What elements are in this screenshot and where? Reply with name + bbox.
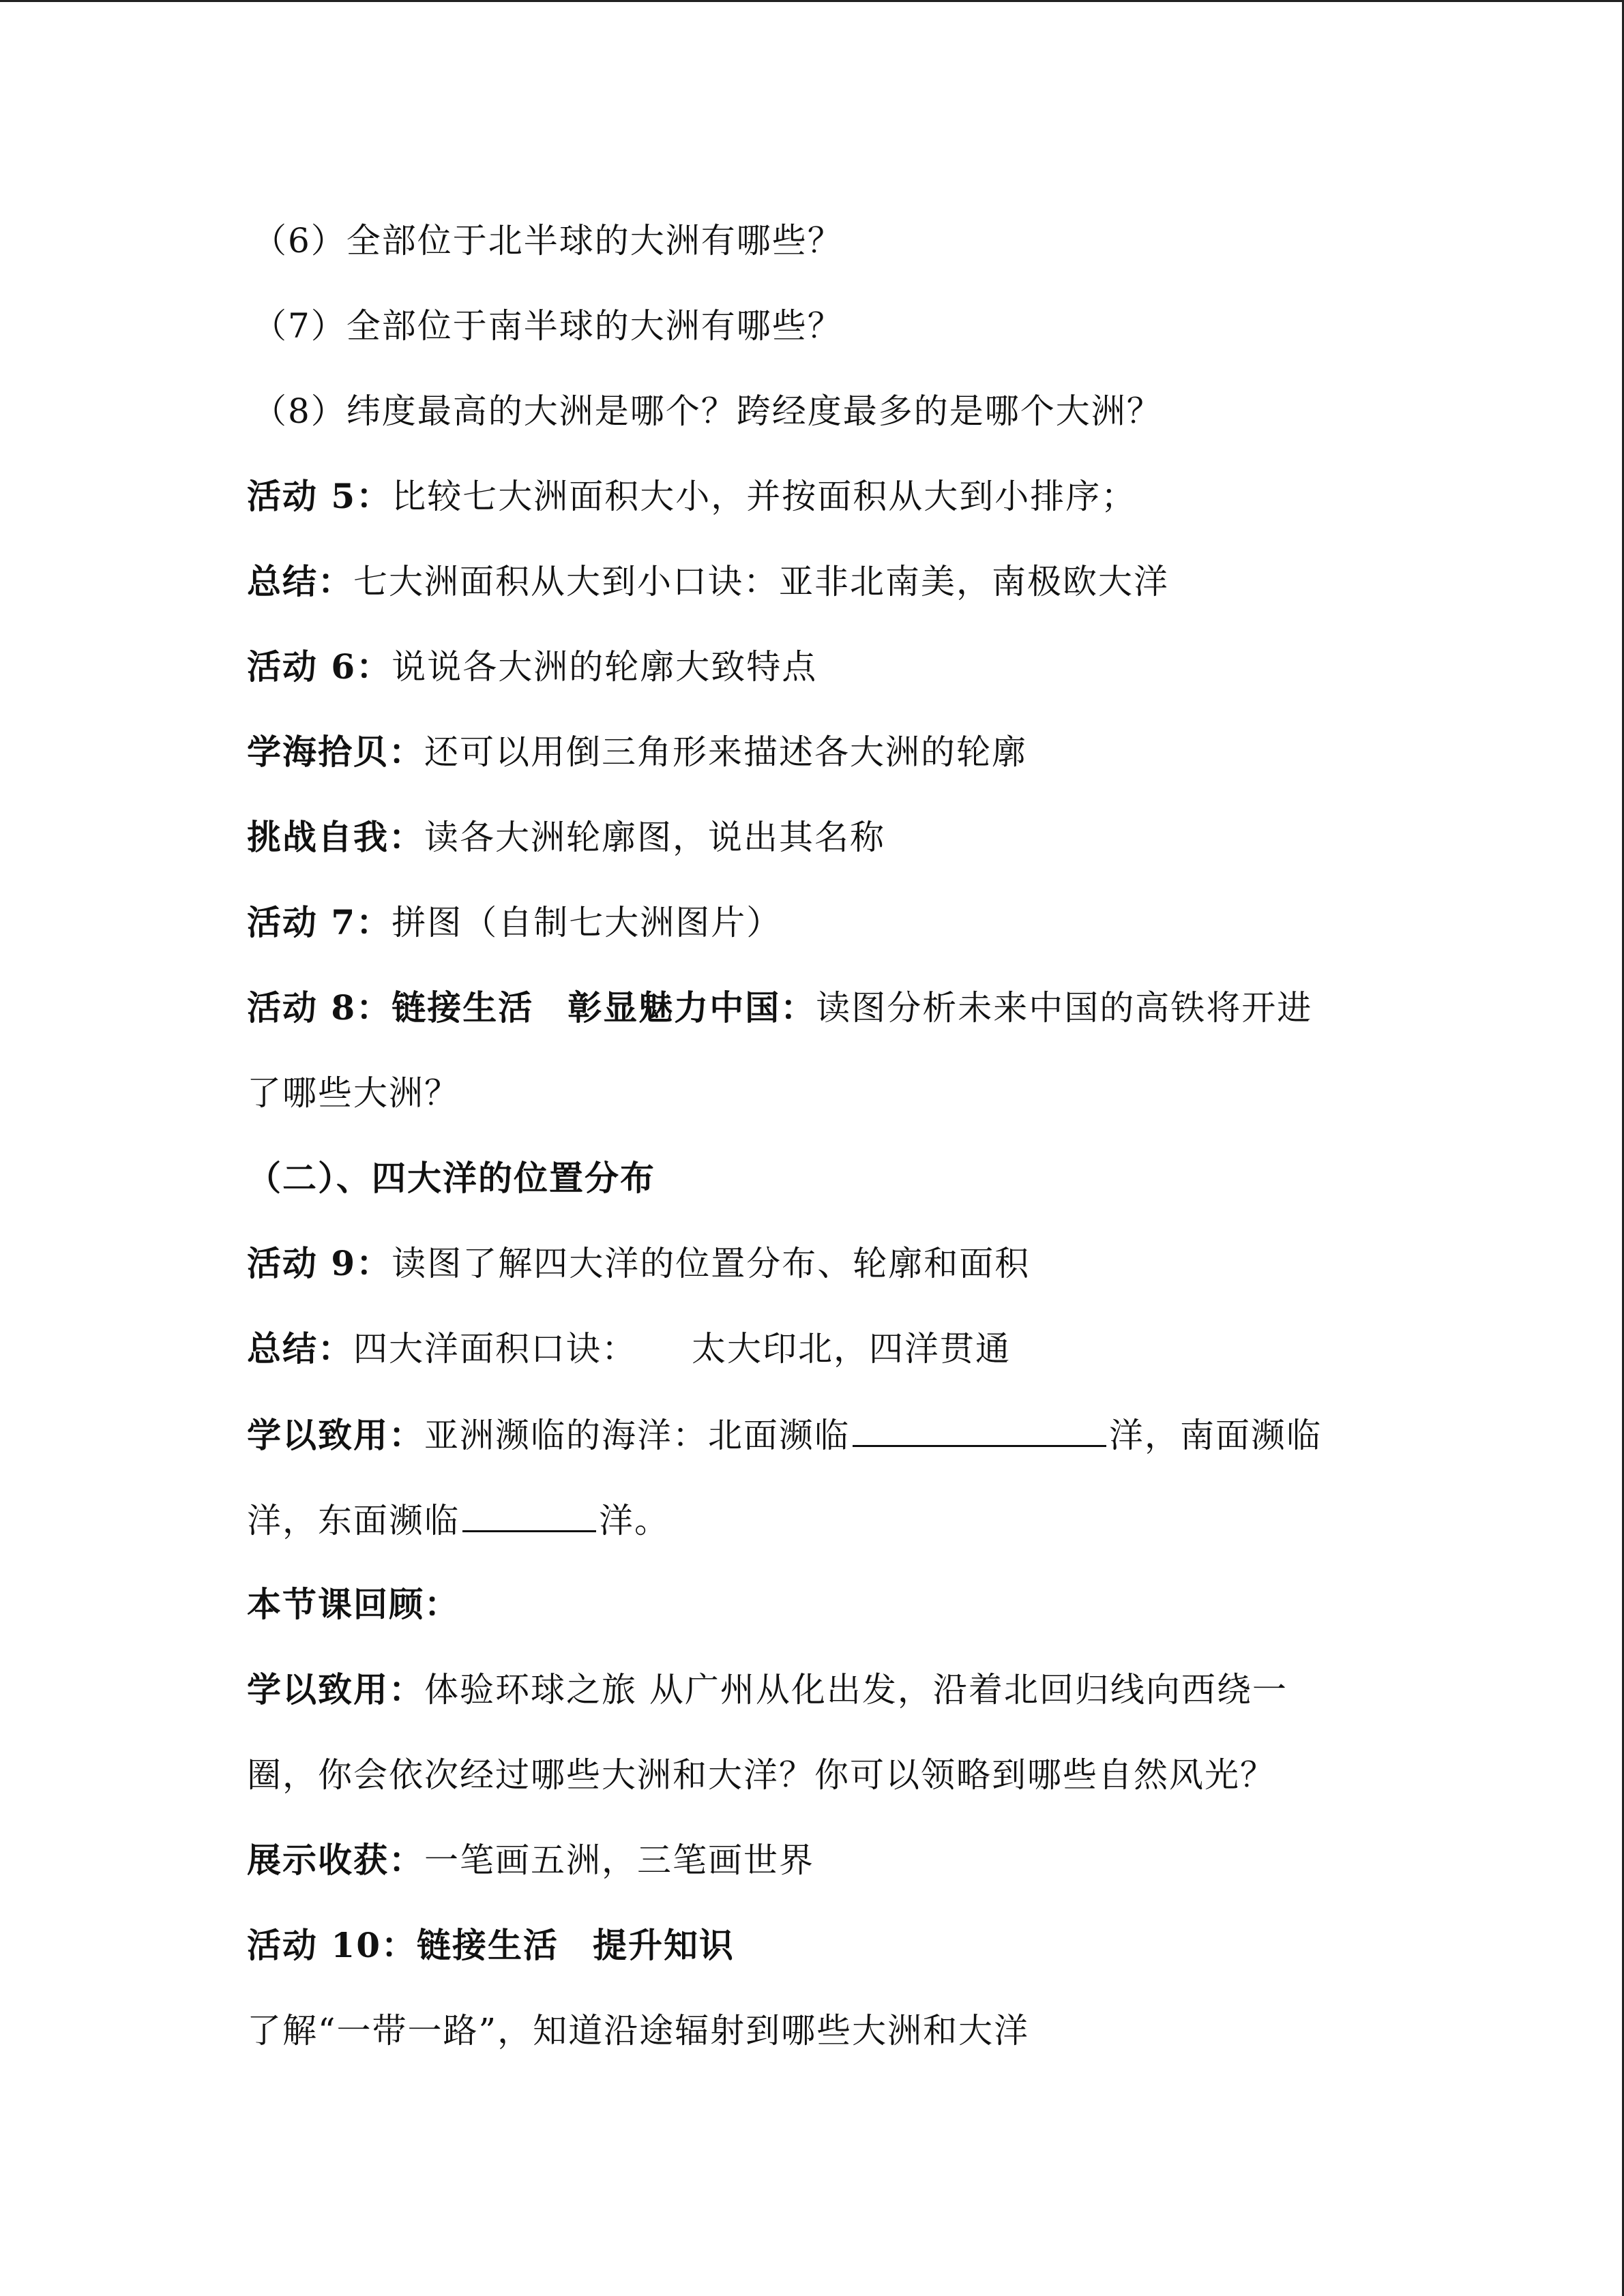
activity-5-label: 活动 5： <box>247 476 392 516</box>
apply-asia-label: 学以致用： <box>247 1415 424 1455</box>
activity-8-label: 活动 8：链接生活 <box>247 987 534 1028</box>
challenge-text: 读各大洲轮廓图，说出其名称 <box>424 818 885 857</box>
apply-world-label: 学以致用： <box>247 1669 424 1710</box>
apply-asia-continued <box>247 1489 1393 1575</box>
question-7: （7）全部位于南半球的大洲有哪些？ <box>252 306 843 346</box>
document-body <box>247 211 1393 2086</box>
apply-world-trip <box>247 1660 1393 1745</box>
xuehai-label: 学海拾贝： <box>247 732 424 772</box>
activity-6-label: 活动 6： <box>247 646 392 687</box>
summary-continents-text: 七大洲面积从大到小口诀：亚非北南美，南极欧大洋 <box>353 562 1169 601</box>
summary-oceans-text: 四大洋面积口诀： <box>353 1329 637 1369</box>
activity-6-text: 说说各大洲的轮廓大致特点 <box>392 647 818 687</box>
blank-east-ocean[interactable] <box>462 1489 596 1532</box>
xuehai-shibei <box>247 722 1393 807</box>
apply-asia-text-b: 洋，南面濒临 <box>1109 1416 1322 1455</box>
question-8: （8）纬度最高的大洲是哪个？跨经度最多的是哪个大洲？ <box>252 391 1162 431</box>
review-heading: 本节课回顾： <box>247 1584 460 1624</box>
activity-10-label2: 提升知识 <box>593 1925 735 1965</box>
harvest-label: 展示收获： <box>247 1840 424 1880</box>
summary-continents-label: 总结： <box>247 561 353 601</box>
activity-9 <box>247 1234 1393 1319</box>
blank-north-ocean[interactable] <box>853 1404 1106 1447</box>
activity-7-label: 活动 7： <box>247 902 392 942</box>
activity-10-label: 活动 10：链接生活 <box>247 1925 559 1965</box>
question-6: （6）全部位于北半球的大洲有哪些？ <box>252 221 843 260</box>
activity-8 <box>247 978 1393 1063</box>
activity-10 <box>247 1915 1393 2001</box>
apply-asia-text-a: 亚洲濒临的海洋：北面濒临 <box>424 1416 850 1455</box>
apply-world-continued: 圈，你会依次经过哪些大洲和大洋？你可以领略到哪些自然风光？ <box>247 1755 1275 1795</box>
summary-oceans-label: 总结： <box>247 1328 353 1369</box>
activity-6 <box>247 637 1393 722</box>
activity-9-text: 读图了解四大洋的位置分布、轮廓和面积 <box>392 1244 1031 1283</box>
summary-continents <box>247 552 1393 637</box>
apply-asia-text-c: 洋，东面濒临 <box>247 1501 460 1540</box>
activity-5 <box>247 466 1393 552</box>
summary-oceans <box>247 1319 1393 1404</box>
apply-world-text: 体验环球之旅 从广州从化出发，沿着北回归线向西绕一 <box>424 1670 1288 1710</box>
apply-asia-oceans <box>247 1404 1393 1489</box>
activity-7 <box>247 893 1393 978</box>
activity-9-label: 活动 9： <box>247 1243 392 1283</box>
activity-8-continued: 了哪些大洲？ <box>247 1073 460 1113</box>
activity-8-text: 读图分析未来中国的高铁将开进 <box>816 988 1313 1028</box>
section-2-heading: （二）、四大洋的位置分布 <box>247 1158 655 1198</box>
belt-road-line: 了解“一带一路”，知道沿途辐射到哪些大洲和大洋 <box>247 2011 1030 2051</box>
activity-5-text: 比较七大洲面积大小，并按面积从大到小排序； <box>392 477 1137 516</box>
challenge-self <box>247 807 1393 893</box>
challenge-label: 挑战自我： <box>247 817 424 857</box>
activity-7-text: 拼图（自制七大洲图片） <box>392 903 782 942</box>
activity-8-label2: 彰显魅力中国： <box>567 987 816 1028</box>
xuehai-text: 还可以用倒三角形来描述各大洲的轮廓 <box>424 732 1027 772</box>
show-harvest <box>247 1830 1393 1915</box>
harvest-text: 一笔画五洲，三笔画世界 <box>424 1840 814 1880</box>
summary-oceans-rhyme: 太大印北，四洋贯通 <box>692 1329 1011 1369</box>
apply-asia-text-d: 洋。 <box>599 1501 670 1540</box>
